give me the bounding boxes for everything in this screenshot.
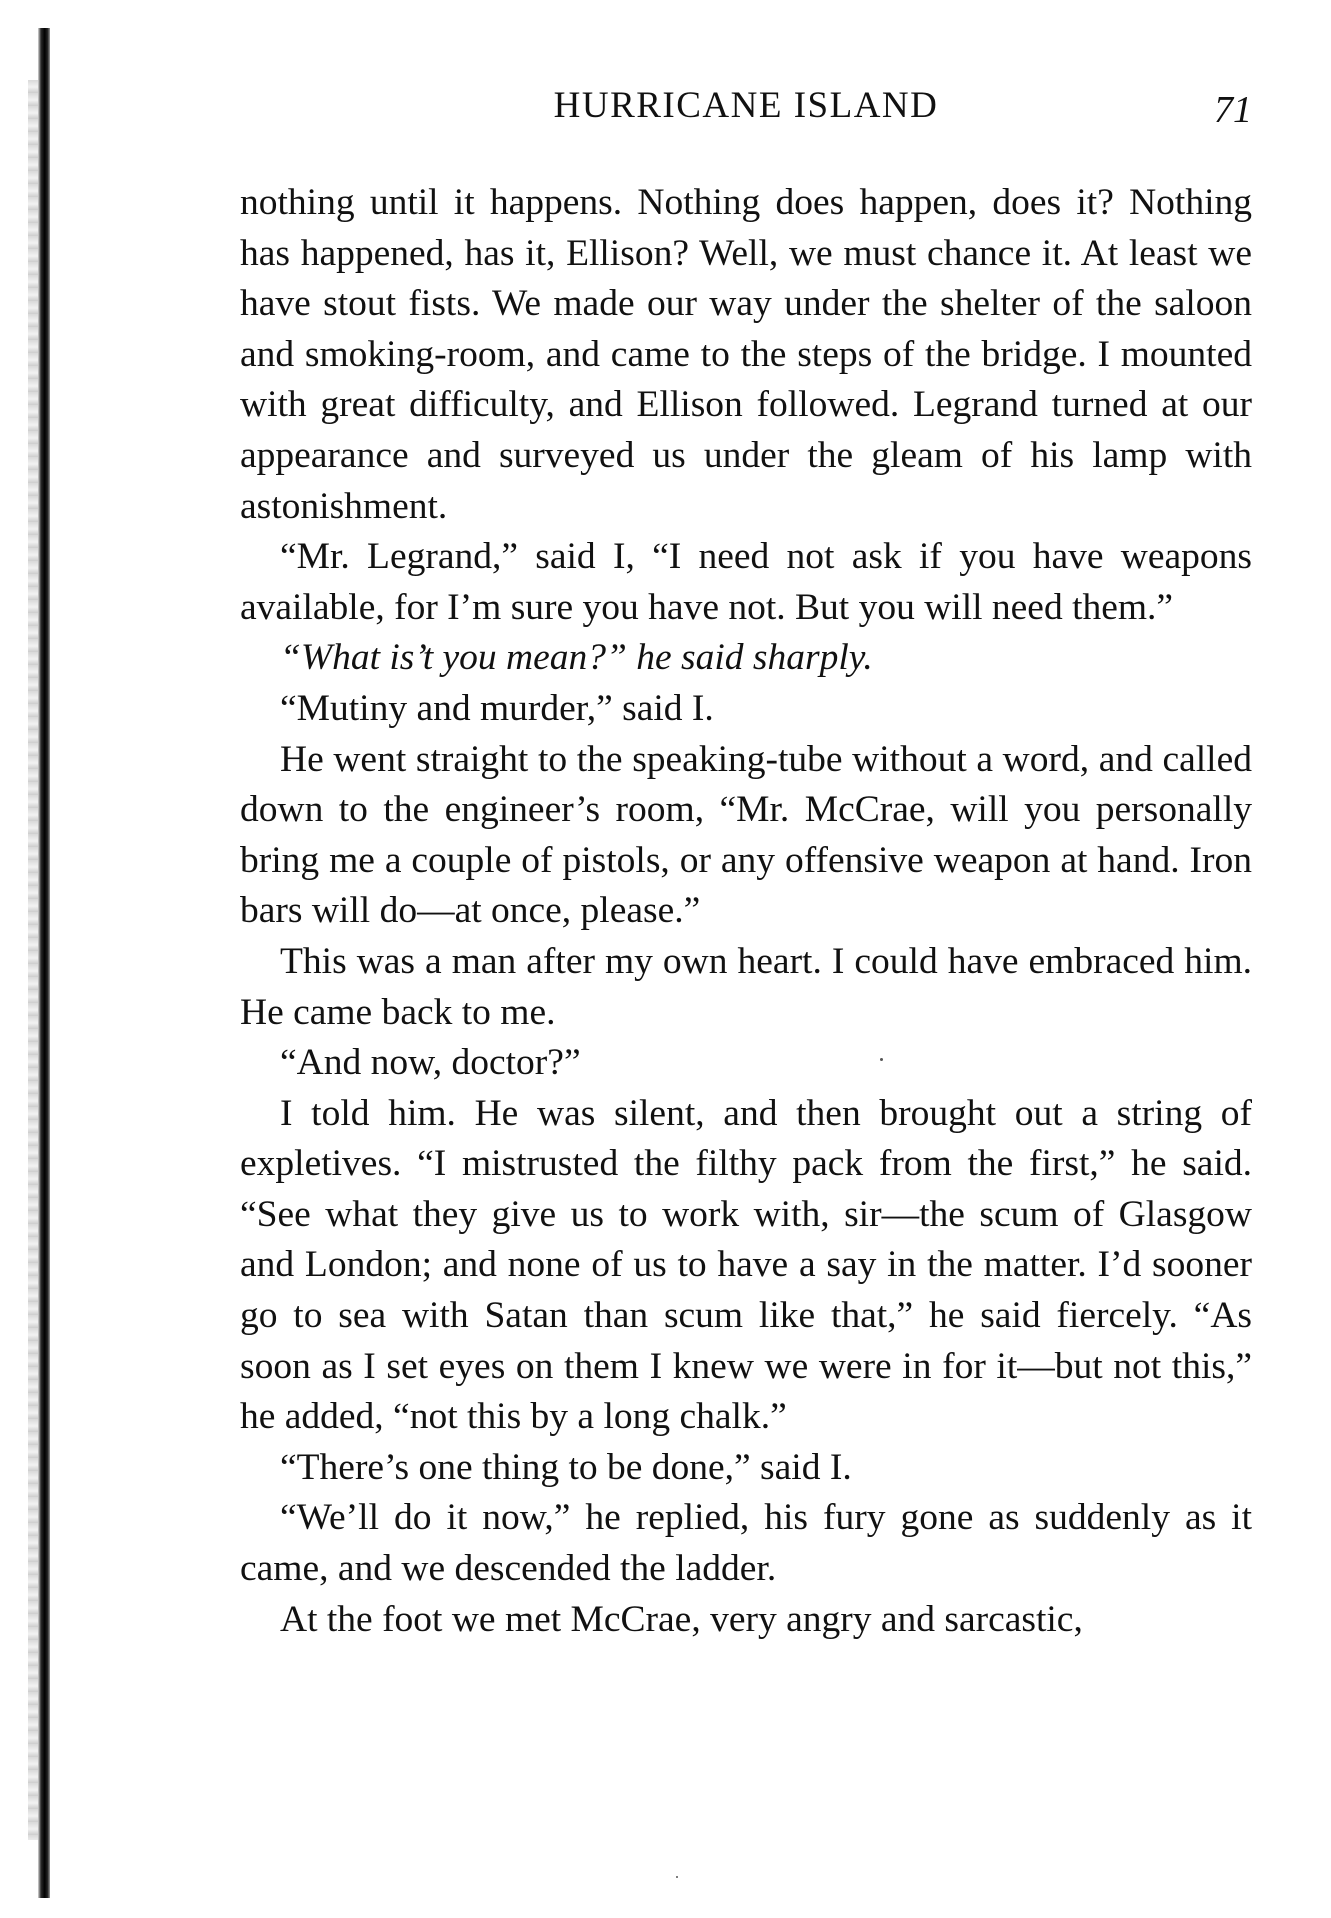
paragraph: This was a man after my own heart. I could have embraced him. He came back to me.: [240, 940, 1252, 1033]
paragraph: “Mutiny and murder,” said I.: [280, 687, 714, 729]
paragraph: “Mr. Legrand,” said I, “I need not ask if you have weapons available, for I’m sure you have not. But you will need them.”: [240, 536, 1252, 628]
page-binding-edge: [38, 28, 50, 1898]
paragraph: He went straight to the speaking-tube without a word, and called down to the engineer’s room, “Mr. McCrae, will you personally bring me a couple of pistols, or any offensive weapon at hand. Iron bars will do—at once, please.”: [240, 738, 1252, 932]
paragraph: “What is’t you mean?” he said sharply.: [280, 637, 873, 679]
paragraph: nothing until it happens. Nothing does happen, does it? Nothing has happened, has it, Ellison? Well, we must chance it. At least we have stout fists. We made our way under the shelter of the saloon and smoking-room, and came to the steps of the bridge. I mounted with great difficulty, and Ellison followed. Legrand turned at our appearance and surveyed us under the gleam of his lamp with astonishment.: [240, 182, 1252, 527]
paragraph: I told him. He was silent, and then brought out a string of expletives. “I mistrusted the filthy pack from the first,” he said. “See what they give us to work with, sir—the scum of Glasgow and London; and none of us to have a say in the matter. I’d sooner go to sea with Satan than scum like that,” he said fiercely. “As soon as I set eyes on them I knew we were in for it—but not this,” he added, “not this by a long chalk.”: [240, 1092, 1252, 1438]
paragraph: “We’ll do it now,” he replied, his fury gone as suddenly as it came, and we descended the ladder.: [240, 1497, 1252, 1590]
paper-speck: [880, 1058, 883, 1061]
page-binding-shadow: [28, 80, 38, 1840]
running-title: HURRICANE ISLAND: [553, 85, 939, 126]
paragraph: “And now, doctor?”: [280, 1042, 581, 1084]
page-number: 71: [1214, 89, 1252, 131]
page-header: [240, 78, 1252, 134]
body-text: [240, 178, 1252, 1645]
paper-speck: [676, 1876, 678, 1878]
paragraph: At the foot we met McCrae, very angry and sarcastic,: [280, 1598, 1083, 1640]
paragraph: “There’s one thing to be done,” said I.: [280, 1446, 852, 1488]
